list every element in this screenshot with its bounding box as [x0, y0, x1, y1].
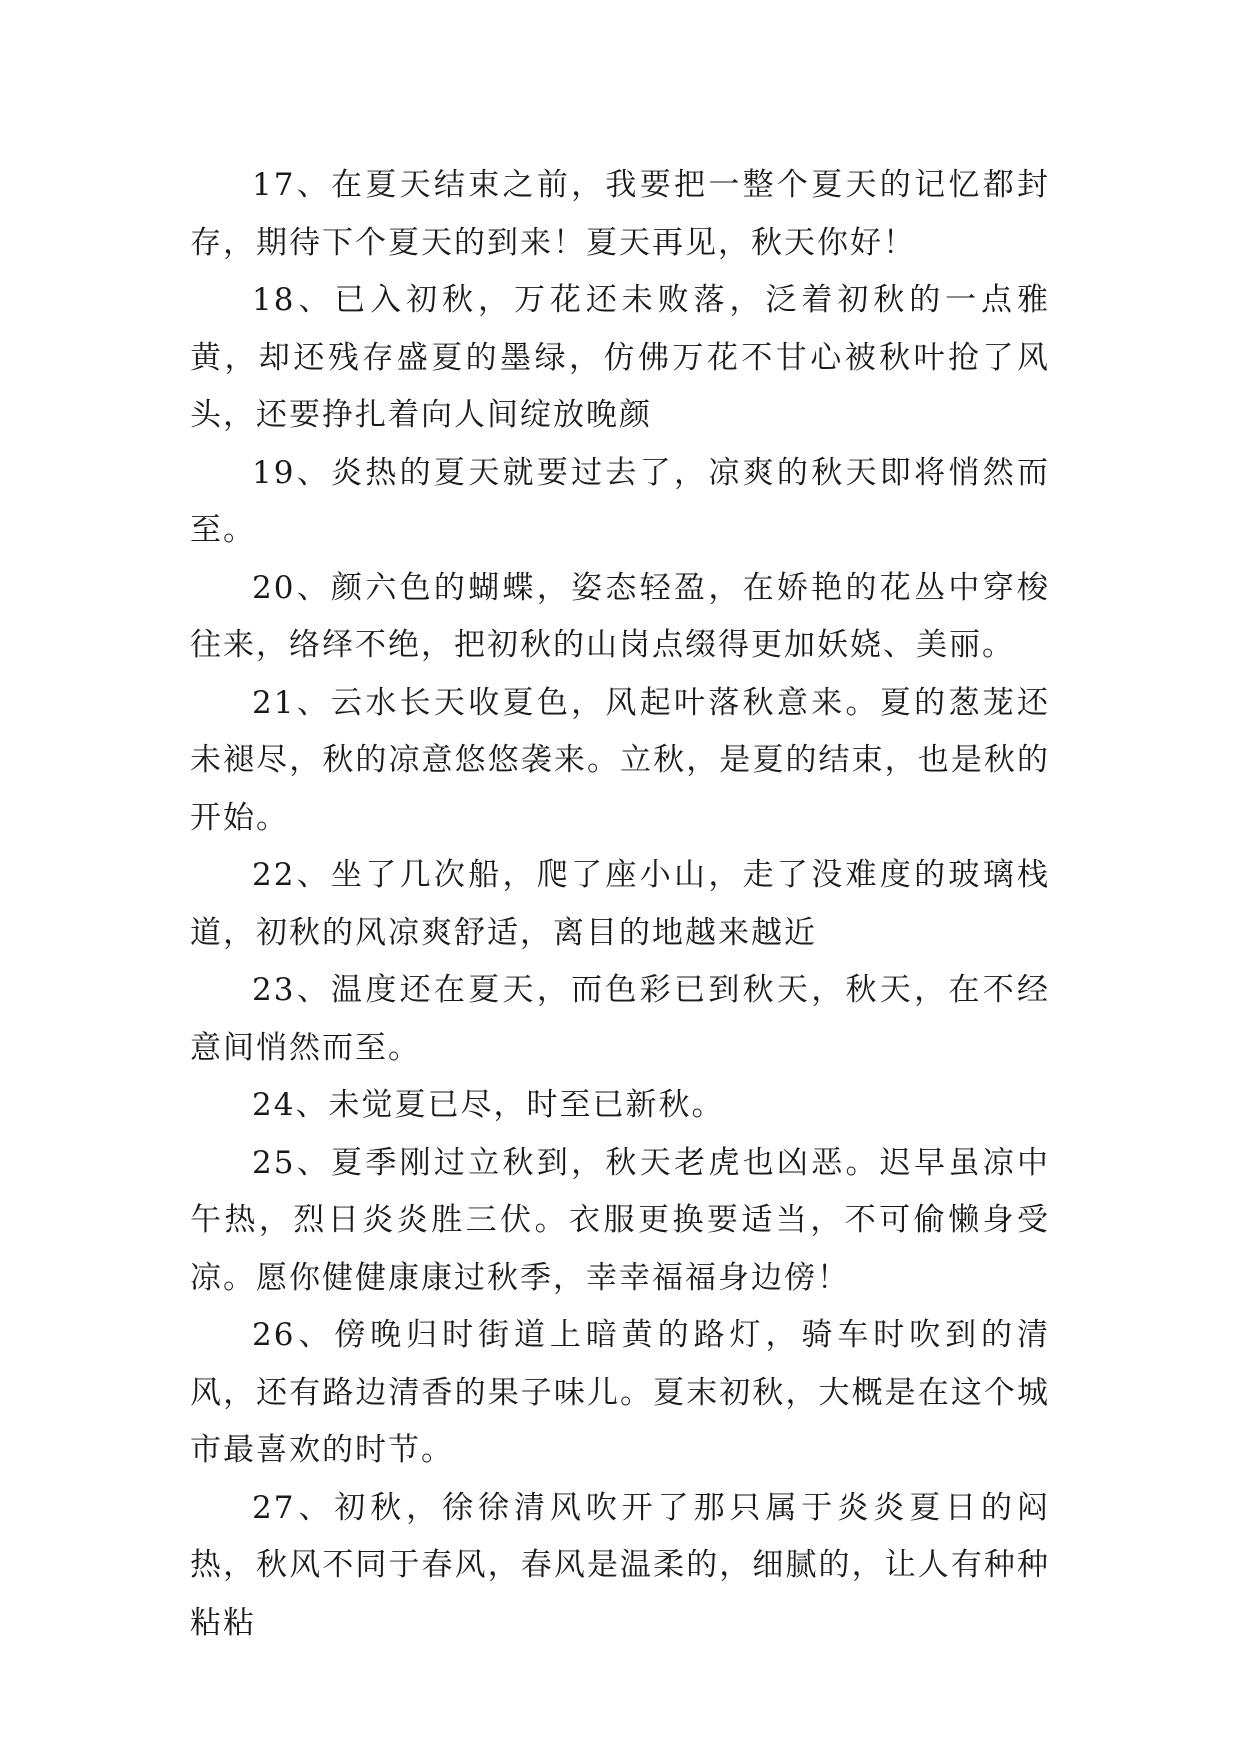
paragraph-24: 24、未觉夏已尽，时至已新秋。 — [252, 1087, 725, 1123]
paragraph-18: 18、已入初秋，万花还未败落，泛着初秋的一点雅黄，却还残存盛夏的墨绿，仿佛万花不甘心被秋叶抢了风头，还要挣扎着向人间绽放晚颜 — [190, 282, 1050, 433]
paragraph-26: 26、傍晚归时街道上暗黄的路灯，骑车时吹到的清风，还有路边清香的果子味儿。夏末初秋，大概是在这个城市最喜欢的时节。 — [190, 1317, 1050, 1468]
paragraph-23: 23、温度还在夏天，而色彩已到秋天，秋天，在不经意间悄然而至。 — [190, 972, 1050, 1066]
paragraph-27: 27、初秋，徐徐清风吹开了那只属于炎炎夏日的闷热，秋风不同于春风，春风是温柔的，细腻的，让人有种种粘粘 — [190, 1489, 1050, 1641]
paragraph-21: 21、云水长天收夏色，风起叶落秋意来。夏的葱茏还未褪尽，秋的凉意悠悠袭来。立秋，是夏的结束，也是秋的开始。 — [190, 684, 1050, 836]
paragraph-19: 19、炎热的夏天就要过去了，凉爽的秋天即将悄然而至。 — [190, 454, 1050, 548]
paragraph-25: 25、夏季刚过立秋到，秋天老虎也凶恶。迟早虽凉中午热，烈日炎炎胜三伏。衣服更换要适当，不可偷懒身受凉。愿你健健康康过秋季，幸幸福福身边傍！ — [190, 1144, 1050, 1296]
paragraph-20: 20、颜六色的蝴蝶，姿态轻盈，在娇艳的花丛中穿梭往来，络绎不绝，把初秋的山岗点缀得更加妖娆、美丽。 — [190, 569, 1050, 663]
document-body — [190, 157, 1050, 1652]
paragraph-22: 22、坐了几次船，爬了座小山，走了没难度的玻璃栈道，初秋的风凉爽舒适，离目的地越来越近 — [190, 857, 1050, 951]
paragraph-17: 17、在夏天结束之前，我要把一整个夏天的记忆都封存，期待下个夏天的到来！夏天再见，秋天你好！ — [190, 167, 1050, 261]
